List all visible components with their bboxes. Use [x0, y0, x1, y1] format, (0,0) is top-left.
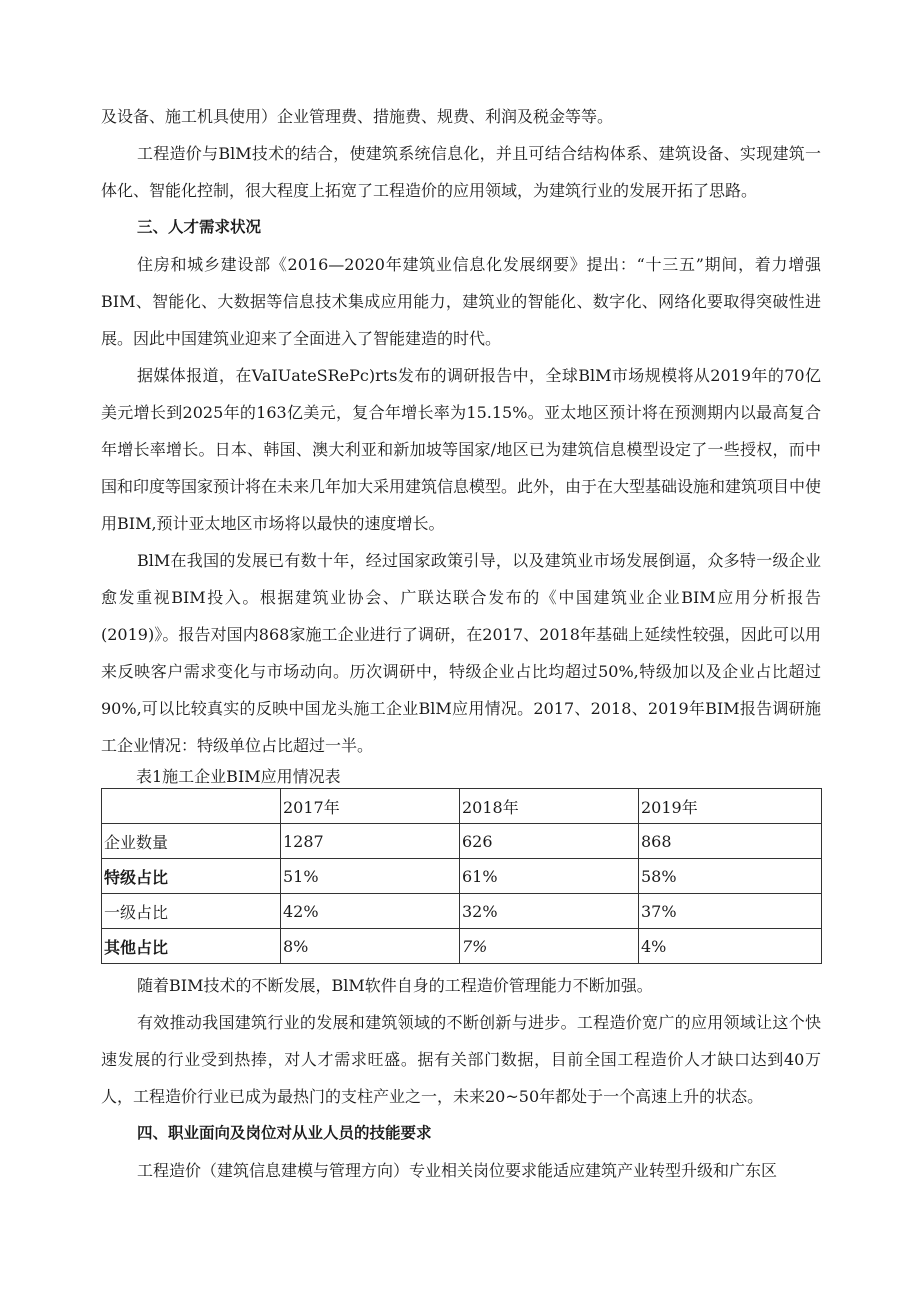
row-label: 其他占比 [102, 929, 281, 964]
paragraph-market-report: 据媒体报道，在VaIUateSRePc)rts发布的调研报告中，全球BlM市场规模将从2019年的70亿美元增长到2025年的163亿美元，复合年增长率为15.15%。亚太地区预计将在预测期内以最高复合年增长率增长。日本、韩国、澳大利亚和新加坡等国家/地区已为建筑信息模型设定了一些授权，而中国和印度等国家预计将在未来几年加大采用建筑信息模型。此外，由于在大型基础设施和建筑项目中使用BIM,预计亚太地区市场将以最快的速度增长。 [101, 366, 822, 533]
table-header-cell: 2017年 [281, 789, 460, 824]
table-cell: 42% [281, 894, 460, 929]
row-label: 企业数量 [102, 824, 281, 859]
table-cell: 51% [281, 859, 460, 894]
table-header-row [102, 789, 822, 824]
table-cell: 868 [639, 824, 822, 859]
lower-text-block [101, 967, 821, 1189]
table-cell: 1287 [281, 824, 460, 859]
table-header-cell: 2018年 [460, 789, 639, 824]
table-header-cell [102, 789, 281, 824]
table-cell: 32% [460, 894, 639, 929]
table-cell: 61% [460, 859, 639, 894]
paragraph-cost-items: 及设备、施工机具使用）企业管理费、措施费、规费、利润及税金等等。 [101, 107, 614, 126]
section-heading-talent-demand: 三、人才需求状况 [137, 218, 262, 236]
section-heading-career-skills: 四、职业面向及岗位对从业人员的技能要求 [137, 1124, 432, 1142]
paragraph-bim-development: BlM在我国的发展已有数十年，经过国家政策引导，以及建筑业市场发展倒逼，众多特一级企业愈发重视BIM投入。根据建筑业协会、广联达联合发布的《中国建筑业企业BIM应用分析报告(2019)》。报告对国内868家施工企业进行了调研，在2017、2018年基础上延续性较强，因此可以用来反映客户需求变化与市场动向。历次调研中，特级企业占比均超过50%,特级加以及企业占比超过90%,可以比较真实的反映中国龙头施工企业BlM应用情况。2017、2018、2019年BIM报告调研施工企业情况：特级单位占比超过一半。 [101, 551, 821, 755]
upper-text-block [101, 98, 821, 764]
table-row [102, 824, 822, 859]
table-row [102, 894, 822, 929]
paragraph-software-capability: 随着BIM技术的不断发展，BlM软件自身的工程造价管理能力不断加强。 [137, 976, 653, 995]
table-cell: 7% [460, 929, 639, 964]
paragraph-job-requirements: 工程造价（建筑信息建模与管理方向）专业相关岗位要求能适应建筑产业转型升级和广东区 [137, 1161, 778, 1180]
paragraph-bim-integration: 工程造价与BlM技术的结合，使建筑系统信息化，并且可结合结构体系、建筑设备、实现建筑一体化、智能化控制，很大程度上拓宽了工程造价的应用领域，为建筑行业的发展开拓了思路。 [101, 144, 821, 200]
paragraph-policy-outline: 住房和城乡建设部《2016—2020年建筑业信息化发展纲要》提出：“十三五”期间，着力增强BIM、智能化、大数据等信息技术集成应用能力，建筑业的智能化、数字化、网络化要取得突破性进展。因此中国建筑业迎来了全面进入了智能建造的时代。 [101, 255, 821, 348]
table-caption: 表1施工企业BIM应用情况表 [136, 767, 341, 786]
table-cell: 4% [639, 929, 822, 964]
row-label: 一级占比 [102, 894, 281, 929]
row-label: 特级占比 [102, 859, 281, 894]
table-cell: 8% [281, 929, 460, 964]
table-cell: 626 [460, 824, 639, 859]
table-cell: 58% [639, 859, 822, 894]
paragraph-talent-shortage: 有效推动我国建筑行业的发展和建筑领域的不断创新与进步。工程造价宽广的应用领域让这个快速发展的行业受到热捧，对人才需求旺盛。据有关部门数据，目前全国工程造价人才缺口达到40万人，工程造价行业已成为最热门的支柱产业之一，未来20~50年都处于一个高速上升的状态。 [101, 1013, 821, 1106]
table-header-cell: 2019年 [639, 789, 822, 824]
table-row [102, 929, 822, 964]
bim-usage-table [101, 788, 822, 964]
table-cell: 37% [639, 894, 822, 929]
table-row [102, 859, 822, 894]
